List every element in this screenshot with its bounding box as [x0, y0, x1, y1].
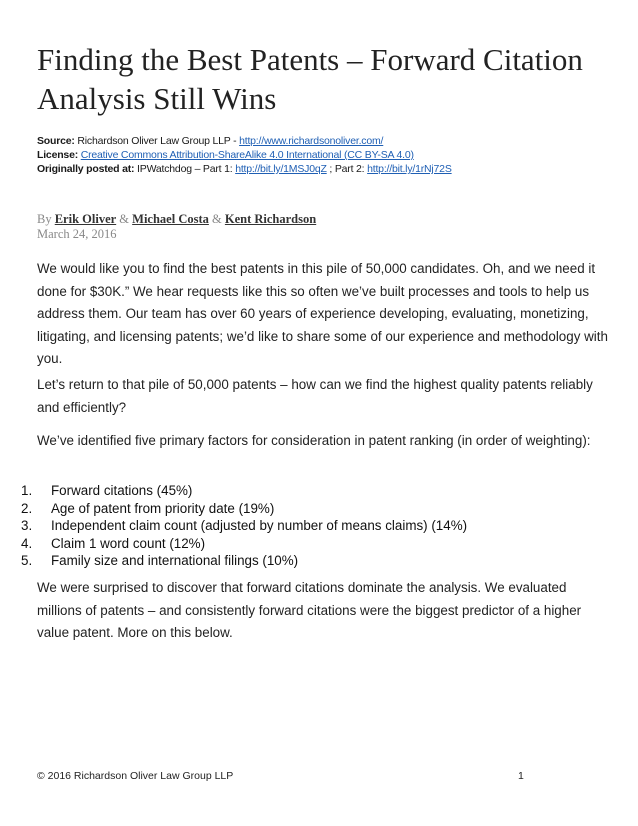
list-item-text: Forward citations (45%) — [51, 483, 193, 498]
source-line — [37, 134, 627, 148]
list-number: 1. — [21, 483, 33, 498]
list-number: 3. — [21, 518, 33, 533]
factors-list — [21, 482, 467, 570]
license-line — [37, 148, 627, 162]
author-link-erik-oliver[interactable]: Erik Oliver — [54, 212, 117, 226]
posted-text: IPWatchdog – Part 1: — [137, 163, 236, 175]
list-item-text: Claim 1 word count (12%) — [51, 535, 206, 551]
part1-link[interactable]: http://bit.ly/1MSJ0qZ — [235, 163, 327, 175]
byline-amp: & — [208, 212, 225, 226]
list-number: 5. — [21, 553, 33, 568]
byline — [37, 212, 316, 227]
paragraph-factors-intro: We’ve identified five primary factors for consideration in patent ranking (in order of weighting): — [37, 433, 591, 448]
source-text: Richardson Oliver Law Group LLP - — [77, 135, 240, 147]
part2-link[interactable]: http://bit.ly/1rNj72S — [367, 163, 452, 175]
page-number: 1 — [518, 770, 524, 782]
paragraph-question: Let’s return to that pile of 50,000 patents – how can we find the highest quality patents reliably and efficiently? — [37, 377, 593, 415]
list-item-text: Independent claim count (adjusted by number of means claims) (14%) — [51, 518, 468, 533]
document-title: Finding the Best Patents – Forward Citation Analysis Still Wins — [37, 42, 583, 116]
source-link[interactable]: http://www.richardsonoliver.com/ — [239, 135, 384, 147]
list-item — [21, 552, 467, 570]
paragraph-intro: We would like you to find the best patents in this pile of 50,000 candidates. Oh, and we need it done for $30K.” We hear requests like this so often we’ve built processes and tools to help us address them. Our team has over 60 years of experience developing, evaluating, monetizing, litigating, and licensing patents; we’d like to share some of our experience and methodology with you. — [37, 261, 608, 366]
posted-label: Originally posted at: — [37, 163, 135, 175]
list-item-text: Family size and international filings (10%) — [51, 553, 299, 568]
list-item — [21, 517, 467, 535]
byline-amp: & — [116, 212, 133, 226]
footer-copyright: © 2016 Richardson Oliver Law Group LLP — [37, 770, 234, 782]
list-number: 4. — [21, 535, 33, 551]
list-item-text: Age of patent from priority date (19%) — [51, 500, 275, 516]
source-label: Source: — [37, 135, 75, 147]
license-link[interactable]: Creative Commons Attribution-ShareAlike 4.0 International (CC BY-SA 4.0) — [80, 149, 414, 161]
list-item — [21, 535, 467, 553]
list-number: 2. — [21, 500, 33, 516]
posted-line — [37, 162, 627, 176]
list-item — [21, 482, 467, 500]
author-link-kent-richardson[interactable]: Kent Richardson — [224, 212, 317, 226]
paragraph-conclusion: We were surprised to discover that forward citations dominate the analysis. We evaluated millions of patents – and consistently forward citations were the biggest predictor of a higher value patent. More on this below. — [37, 580, 582, 640]
license-label: License: — [37, 149, 78, 161]
author-link-michael-costa[interactable]: Michael Costa — [132, 212, 209, 226]
posted-separator: ; Part 2: — [326, 163, 368, 175]
list-item — [21, 500, 467, 518]
publish-date: March 24, 2016 — [37, 227, 117, 241]
byline-by: By — [37, 212, 55, 226]
